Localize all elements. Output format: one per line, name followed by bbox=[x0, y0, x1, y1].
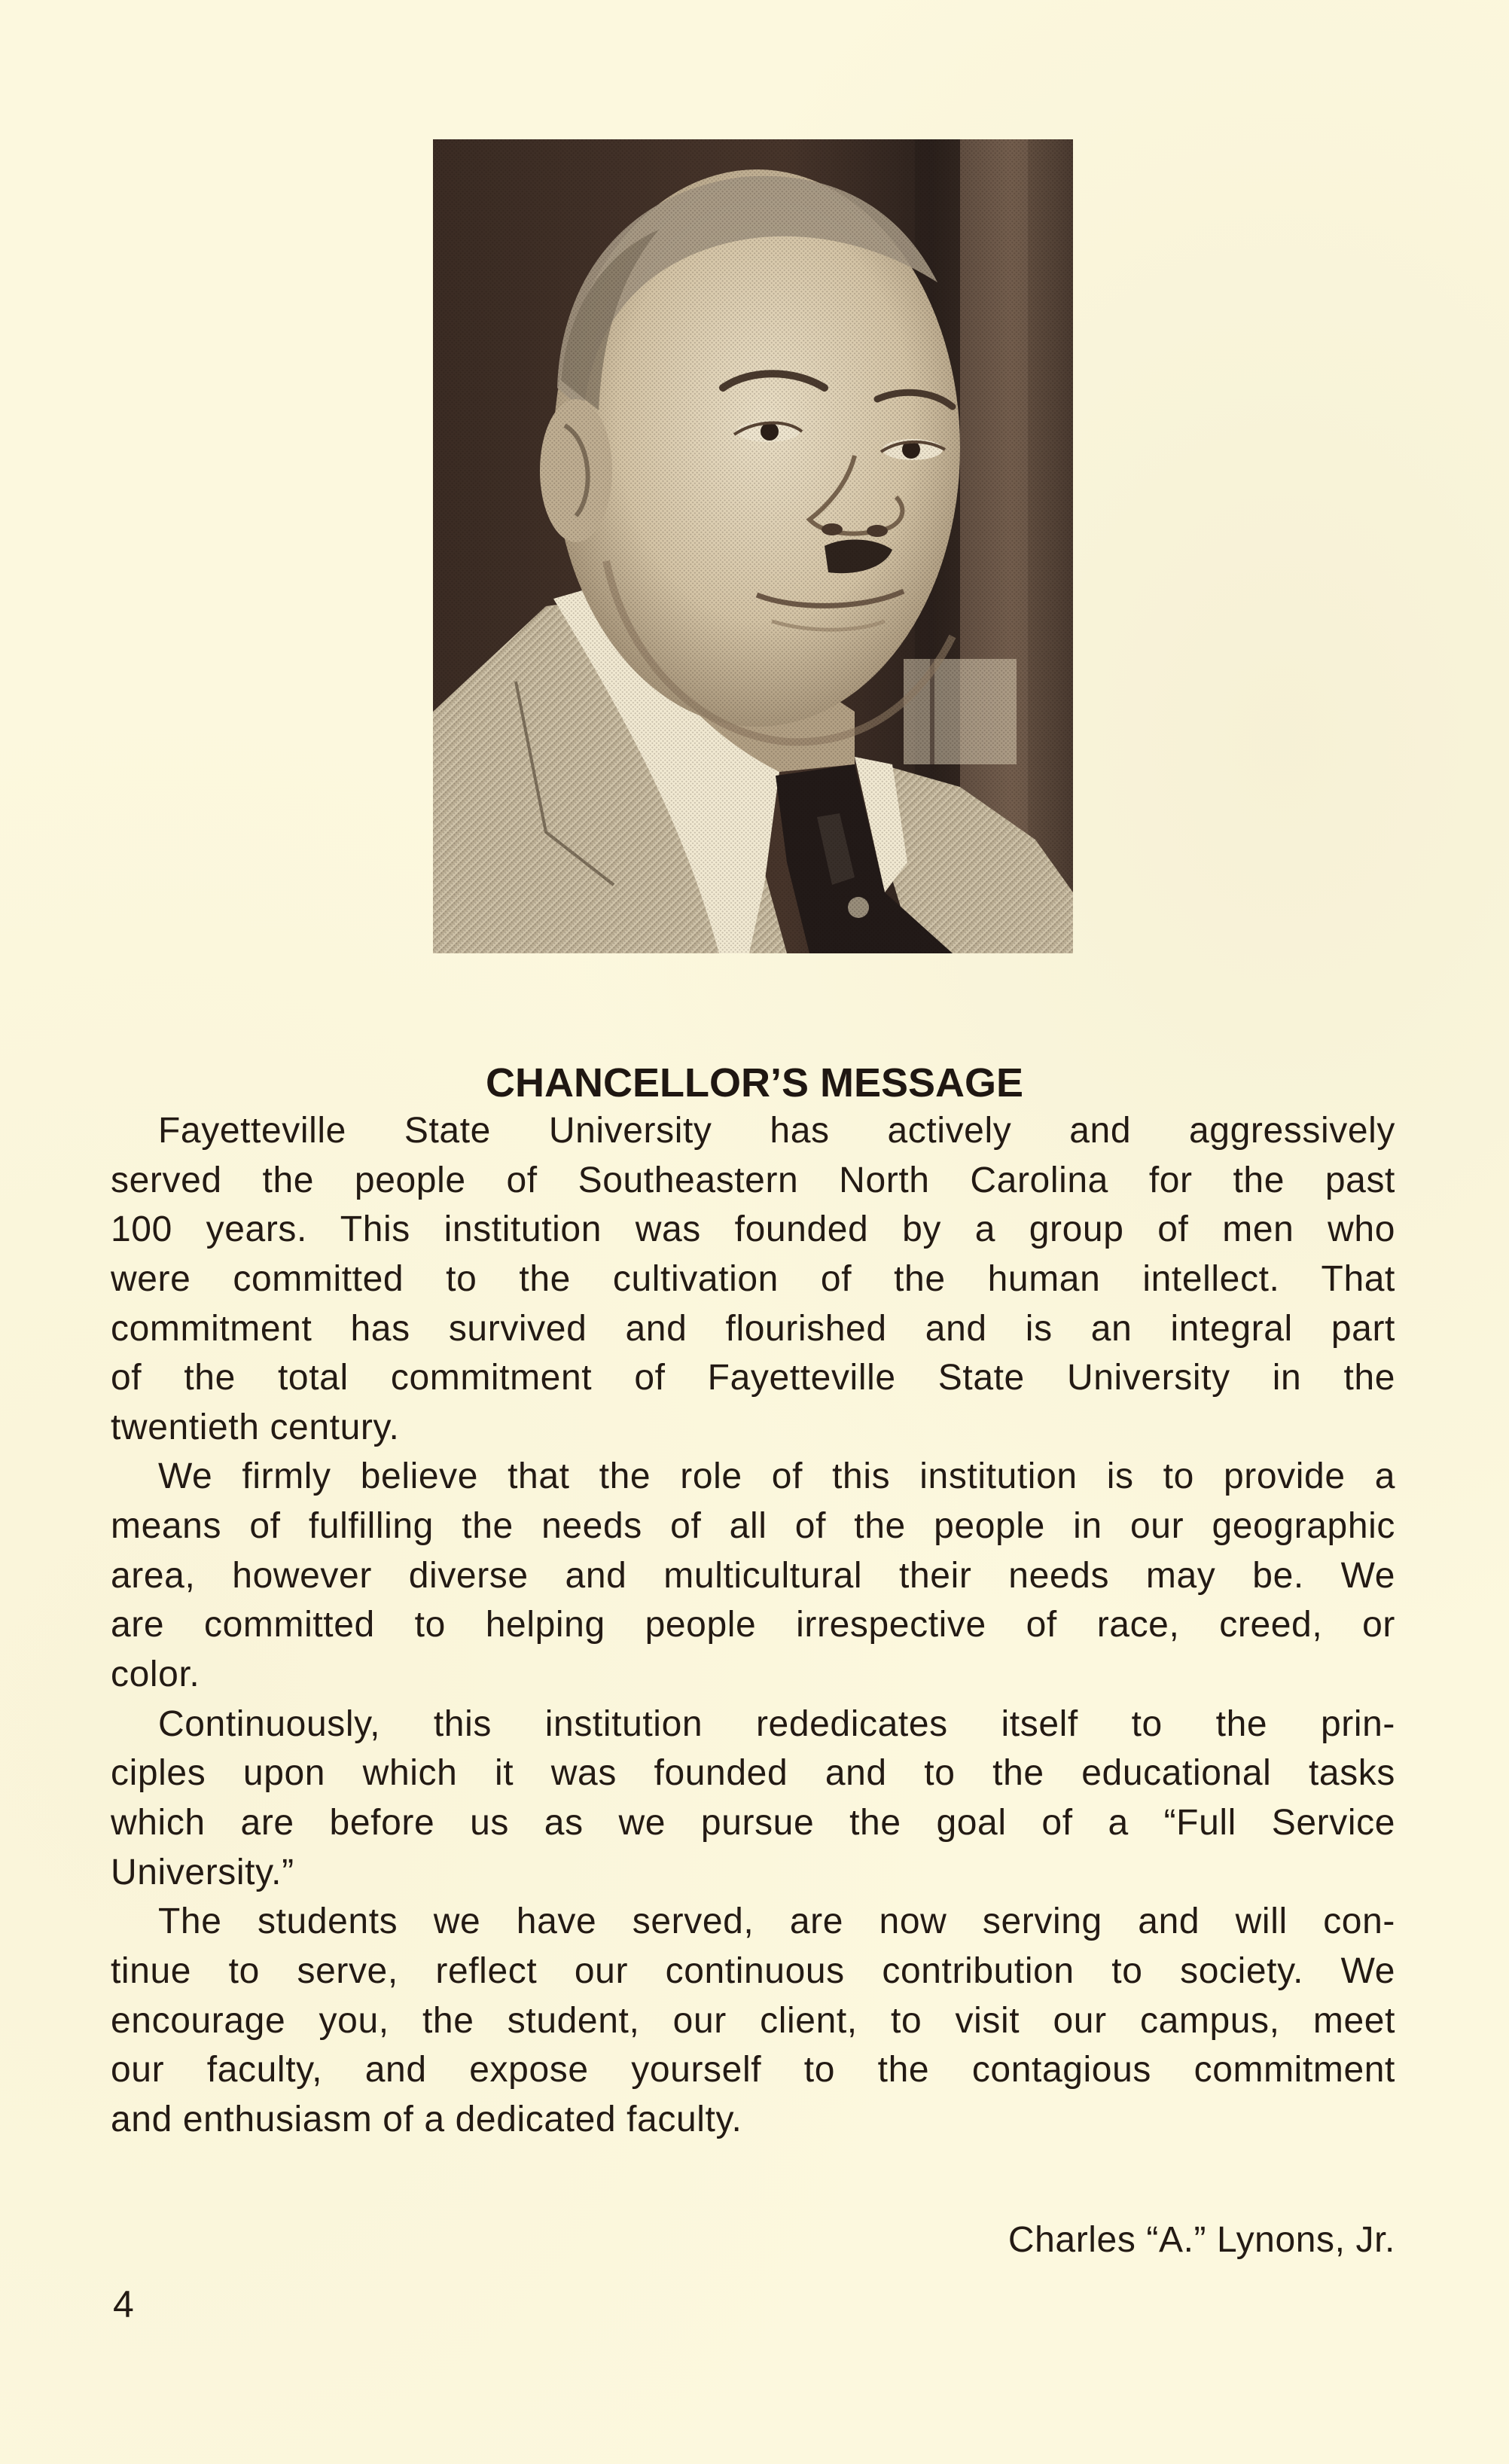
text-line: which are before us as we pursue the goal of a “Full Service bbox=[111, 1802, 1395, 1843]
text-line: area, however diverse and multicultural their needs may be. We bbox=[111, 1555, 1395, 1596]
text-line: are committed to helping people irrespective of race, creed, or bbox=[111, 1605, 1395, 1645]
page-number: 4 bbox=[113, 2283, 134, 2325]
text-line: twentieth century. bbox=[111, 1407, 400, 1447]
paragraph bbox=[111, 1106, 1395, 1452]
text-line: Continuously, this institution rededicates itself to the prin- bbox=[158, 1703, 1395, 1744]
text-line: of the total commitment of Fayetteville State University in the bbox=[111, 1358, 1395, 1398]
chancellor-portrait-photo bbox=[433, 139, 1073, 953]
text-line: our faculty, and expose yourself to the contagious commitment bbox=[111, 2050, 1395, 2090]
text-line: encourage you, the student, our client, to visit our campus, meet bbox=[111, 2000, 1395, 2041]
text-line: were committed to the cultivation of the human intellect. That bbox=[111, 1258, 1395, 1299]
text-line: means of fulfilling the needs of all of the people in our geographic bbox=[111, 1506, 1395, 1547]
text-line: and enthusiasm of a dedicated faculty. bbox=[111, 2099, 742, 2139]
text-line: Fayetteville State University has actively and aggressively bbox=[158, 1111, 1395, 1151]
text-line: served the people of Southeastern North Carolina for the past bbox=[111, 1160, 1395, 1200]
message-body bbox=[111, 1106, 1395, 2144]
paragraph bbox=[111, 1700, 1395, 1898]
text-line: 100 years. This institution was founded by a group of men who bbox=[111, 1209, 1395, 1250]
portrait-image bbox=[433, 139, 1073, 953]
text-line: ciples upon which it was founded and to the educational tasks bbox=[111, 1753, 1395, 1794]
paragraph bbox=[111, 1897, 1395, 2144]
text-line: The students we have served, are now serving and will con- bbox=[158, 1901, 1395, 1942]
paragraph bbox=[111, 1452, 1395, 1699]
page-title: CHANCELLOR’S MESSAGE bbox=[485, 1060, 1024, 1105]
text-line: color. bbox=[111, 1654, 200, 1695]
text-line: tinue to serve, reflect our continuous contribution to society. We bbox=[111, 1950, 1395, 1991]
text-line: commitment has survived and flourished and is an integral part bbox=[111, 1308, 1395, 1349]
signature: Charles “A.” Lynons, Jr. bbox=[1008, 2220, 1395, 2260]
text-line: University.” bbox=[111, 1852, 294, 1892]
text-line: We firmly believe that the role of this institution is to provide a bbox=[158, 1456, 1395, 1497]
